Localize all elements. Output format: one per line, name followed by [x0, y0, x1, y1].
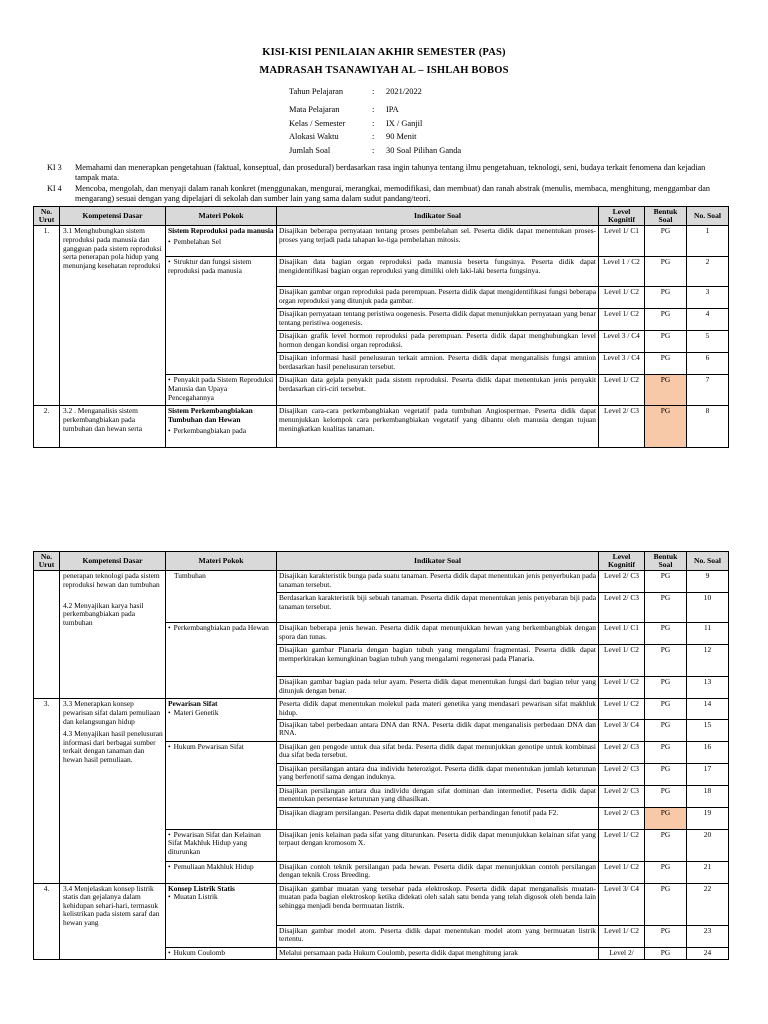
indicator: Peserta didik dapat menentukan molekul pada materi genetika yang mendasari pewarisan sifat makhluk hidup. [277, 699, 599, 719]
form: PG [645, 331, 687, 353]
level: Level 2/ C3 [599, 593, 645, 623]
level: Level 1/ C2 [599, 677, 645, 699]
row-no [34, 571, 60, 699]
mp-cell [166, 623, 277, 699]
kd-cell: 3.4 Menjelaskan konsep listrik statis dan gejalanya dalam kehidupan sehari-hari, termasuk kelistrikan pada sistem saraf dan hewan yang [60, 883, 166, 959]
form: PG [645, 571, 687, 593]
question-no: 12 [687, 645, 729, 677]
form: PG [645, 741, 687, 763]
indicator: Disajikan gambar muatan yang tersebar pada elektroskop. Peserta didik dapat menganalisis muatan-muatan pada bagian elektroskop ketika didekati oleh salah satu benda yang telah digosok oleh benda lain sehingga menjadi benda bermuatan listrik. [277, 883, 599, 925]
form: PG [645, 785, 687, 807]
row-no: 3. [34, 699, 60, 883]
level: Level 2/ [599, 947, 645, 959]
form: PG [645, 719, 687, 741]
table-row [34, 699, 729, 719]
mp-cell [166, 947, 277, 959]
indicator: Disajikan cara-cara perkembangbiakan vegetatif pada tumbuhan Angiospermae. Peserta didik dapat menunjukkan kelompok cara perkembangbiakan vegetatif yang dibantu oleh manusia dengan tujuan meningkatkan kualitas tanaman. [277, 406, 599, 448]
level: Level 1/ C2 [599, 645, 645, 677]
form: PG [645, 593, 687, 623]
col-ind: Indikator Soal [277, 552, 599, 571]
kd-text: 4.3 Menyajikan hasil penelusuran informasi dari berbagai sumber terkait dengan tanaman dan hewan hasil pemuliaan. [63, 729, 163, 764]
level: Level 1/ C2 [599, 375, 645, 406]
col-mp: Materi Pokok [166, 207, 277, 226]
form: PG [645, 699, 687, 719]
level: Level 1 / C2 [599, 257, 645, 287]
meta-key: Alokasi Waktu [289, 132, 339, 142]
question-no: 10 [687, 593, 729, 623]
mp-item: • Struktur dan fungsi sistem reproduksi pada manusia [168, 257, 251, 275]
mp-item: • Materi Genetik [168, 709, 274, 718]
indicator: Disajikan gen pengode untuk dua sifat beda. Peserta didik dapat menunjukkan genotipe untuk kombinasi dua sifat beda tersebut. [277, 741, 599, 763]
level: Level 1/ C2 [599, 861, 645, 883]
mp-cell [166, 375, 277, 406]
question-no: 9 [687, 571, 729, 593]
indicator: Disajikan persilangan antara dua individu heterozigot. Peserta didik dapat menentukan jumlah keturunan yang berfenotif sama dengan induknya. [277, 763, 599, 785]
ki4-text: Mencoba, mengolah, dan menyaji dalam ranah konkret (menggunakan, mengurai, merangkai, memodifikasi, dan membuat) dan ranah abstrak (menulis, membaca, menghitung, menggambar dan mengarang) sesuai dengan yang dipelajari di sekolah dan sumber lain yang sama dalam sudut pandang/teori. [75, 184, 711, 203]
col-bs: Bentuk Soal [645, 552, 687, 571]
mp-cell [166, 861, 277, 883]
form: PG [645, 226, 687, 257]
row-no: 2. [34, 406, 60, 448]
indicator: Disajikan contoh teknik persilangan pada hewan. Peserta didik dapat menunjukkan contoh persilangan dengan teknik Cross Breeding. [277, 861, 599, 883]
indicator: Disajikan jenis kelainan pada sifat yang diturunkan. Peserta didik dapat menunjukkan kelainan sifat yang terpaut dengan kromosom X. [277, 829, 599, 861]
meta-row [289, 144, 461, 157]
table-row [34, 883, 729, 925]
row-no: 1. [34, 226, 60, 406]
mp-item: • Pemuliaan Makhluk Hidup [168, 862, 254, 871]
form: PG [645, 807, 687, 829]
form: PG [645, 677, 687, 699]
meta-value: 30 Soal Pilihan Ganda [386, 145, 462, 155]
level: Level 1/ C2 [599, 699, 645, 719]
level: Level 1/ C2 [599, 287, 645, 309]
form: PG [645, 406, 687, 448]
meta-value: IPA [386, 105, 399, 115]
meta-colon: : [372, 145, 375, 155]
meta-row [289, 130, 461, 143]
kd-cell: 3.1 Menghubungkan sistem reproduksi pada manusia dan gangguan pada sistem reproduksi serta penerapan pola hidup yang menunjang kesehatan reproduksi [60, 226, 166, 406]
table-row [34, 571, 729, 593]
level: Level 1/ C2 [599, 309, 645, 331]
question-no: 7 [687, 375, 729, 406]
question-no: 3 [687, 287, 729, 309]
ki4 [47, 184, 727, 203]
meta-colon: : [372, 118, 375, 128]
question-no: 18 [687, 785, 729, 807]
indicator: Disajikan gambar bagian pada telur ayam. Peserta didik dapat menentukan fungsi dari bagian telur yang ditunjuk dengan benar. [277, 677, 599, 699]
col-ns: No. Soal [687, 207, 729, 226]
mp-item: Tumbuhan [174, 571, 206, 581]
meta-value: 2021/2022 [386, 87, 422, 96]
indicator: Disajikan tabel perbedaan antara DNA dan RNA. Peserta didik dapat menganalisis perbedaan DNA dan RNA. [277, 719, 599, 741]
indicator: Disajikan karakteristik bunga pada suatu tanaman. Peserta didik dapat menentukan jenis penyerbukan pada tanaman tersebut. [277, 571, 599, 593]
table-header-row [34, 552, 729, 571]
mp-item: • Perkembangbiakan pada [168, 427, 274, 436]
form: PG [645, 645, 687, 677]
col-kd: Kompetensi Dasar [60, 552, 166, 571]
ki3-text: Memahami dan menerapkan pengetahuan (faktual, konseptual, dan prosedural) berdasarkan rasa ingin tahunya tentang ilmu pengetahuan, teknologi, seni, budaya terkait fenomena dan kejadian tampak mata. [75, 163, 706, 182]
kd-text: penerapan teknologi pada sistem reproduksi hewan dan tumbuhan [63, 571, 160, 589]
mp-cell [166, 741, 277, 829]
level: Level 3/ C4 [599, 719, 645, 741]
level: Level 2/ C3 [599, 571, 645, 593]
col-no: No. Urut [34, 207, 60, 226]
question-no: 21 [687, 861, 729, 883]
indicator: Disajikan diagram persilangan. Peserta didik dapat menentukan perbandingan fenotif pada F2. [277, 807, 599, 829]
col-bs: Bentuk Soal [645, 207, 687, 226]
meta-value: IX / Ganjil [386, 118, 423, 128]
level: Level 1/ C1 [599, 226, 645, 257]
meta-key: Jumlah Soal [289, 145, 331, 155]
indicator: Disajikan informasi hasil penelusuran terkait amnion. Peserta didik dapat menganalisis fungsi amnion berdasarkan hasil penelusuran tersebut. [277, 353, 599, 375]
mp-cell [166, 883, 277, 947]
level: Level 3 / C4 [599, 331, 645, 353]
meta-row [289, 85, 461, 98]
meta-colon: : [372, 87, 375, 96]
indicator: Disajikan data gejala penyakit pada sistem reproduksi. Peserta didik dapat menentukan jenis penyakit berdasarkan ciri-ciri tersebut. [277, 375, 599, 406]
question-no: 15 [687, 719, 729, 741]
form: PG [645, 925, 687, 947]
form: PG [645, 287, 687, 309]
indicator: Disajikan persilangan antara dua individu dengan sifat dominan dan intermediet. Peserta didik dapat menentukan persentase keturunan yang dihasilkan. [277, 785, 599, 807]
col-ind: Indikator Soal [277, 207, 599, 226]
kd-cell: 3.2 . Menganalisis sistem perkembangbiakan pada tumbuhan dan hewan serta [60, 406, 166, 448]
grid-table-1 [33, 206, 729, 448]
mp-item: • Penyakit pada Sistem Reproduksi Manusia dan Upaya Pencegahannya [168, 375, 273, 401]
mp-cell [166, 571, 277, 623]
level: Level 1/ C2 [599, 925, 645, 947]
mp-item: • Hukum Pewarisan Sifat [168, 742, 244, 751]
ki4-label: KI 4 [47, 184, 62, 193]
mp-item: • Hukum Coulomb [168, 948, 225, 957]
mp-cell [166, 406, 277, 448]
question-no: 16 [687, 741, 729, 763]
level: Level 2/ C3 [599, 406, 645, 448]
indicator: Disajikan data bagian organ reproduksi pada manusia beserta fungsinya. Peserta didik dapat mengidentifikasi bagian organ reproduksi yang dimiliki oleh laki-laki beserta fungsinya. [277, 257, 599, 287]
row-no: 4. [34, 883, 60, 959]
question-no: 22 [687, 883, 729, 925]
form: PG [645, 623, 687, 645]
mp-cell [166, 257, 277, 375]
table-row [34, 406, 729, 448]
question-no: 19 [687, 807, 729, 829]
form: PG [645, 763, 687, 785]
mp-item: • Muatan Listrik [168, 893, 274, 902]
meta-colon: : [372, 105, 375, 115]
indicator: Disajikan gambar organ reproduksi pada perempuan. Peserta didik dapat mengidentifikasi fungsi beberapa organ reproduksi yang ditunjuk pada gambar. [277, 287, 599, 309]
question-no: 5 [687, 331, 729, 353]
question-no: 17 [687, 763, 729, 785]
meta-row [289, 117, 461, 130]
level: Level 2/ C3 [599, 741, 645, 763]
level: Level 1/ C2 [599, 829, 645, 861]
mp-cell [166, 226, 277, 257]
col-mp: Materi Pokok [166, 552, 277, 571]
col-kd: Kompetensi Dasar [60, 207, 166, 226]
col-lv: Level Kognitif [599, 552, 645, 571]
exam-meta [289, 85, 461, 157]
mp-heading: Sistem Reproduksi pada manusia [168, 226, 274, 236]
table-row [34, 226, 729, 257]
level: Level 2/ C3 [599, 763, 645, 785]
question-no: 1 [687, 226, 729, 257]
meta-key: Tahun Pelajaran [289, 87, 344, 96]
form: PG [645, 947, 687, 959]
mp-heading: Konsep Listrik Statis [168, 883, 235, 893]
kd-text: 4.2 Menyajikan karya hasil perkembangbiakan pada tumbuhan [63, 600, 144, 627]
col-ns: No. Soal [687, 552, 729, 571]
level: Level 1/ C1 [599, 623, 645, 645]
mp-item: • Perkembangbiakan pada Hewan [168, 623, 269, 632]
ki3-label: KI 3 [47, 163, 62, 172]
form: PG [645, 309, 687, 331]
grid-table-2 [33, 551, 729, 960]
mp-heading: Pewarisan Sifat [168, 699, 218, 709]
mp-heading: Sistem Perkembangbiakan Tumbuhan dan Hewan [168, 406, 253, 424]
kd-cell [60, 699, 166, 883]
ki3 [47, 163, 727, 182]
mp-cell [166, 699, 277, 741]
indicator: Disajikan pernyataan tentang peristiwa oogenesis. Peserta didik dapat menunjukkan pernyataan yang benar tentang peristiwa oogenesis. [277, 309, 599, 331]
form: PG [645, 257, 687, 287]
indicator: Disajikan gambar model atom. Peserta didik dapat menentukan model atom yang bermuatan listrik tertentu. [277, 925, 599, 947]
mp-item: • Pewarisan Sifat dan Kelainan Sifat Makhluk Hidup yang diturunkan [168, 830, 261, 856]
form: PG [645, 353, 687, 375]
meta-colon: : [372, 132, 375, 142]
document-title: KISI-KISI PENILAIAN AKHIR SEMESTER (PAS) [262, 47, 506, 58]
question-no: 6 [687, 353, 729, 375]
meta-value: 90 Menit [386, 132, 417, 142]
meta-key: Kelas / Semester [289, 118, 346, 128]
question-no: 14 [687, 699, 729, 719]
table-header-row [34, 207, 729, 226]
question-no: 24 [687, 947, 729, 959]
indicator: Disajikan beberapa pernyataan tentang proses pembelahan sel. Peserta didik dapat menentukan proses-proses yang terjadi pada tahapan ke-tiga pembelahan mitosis. [277, 226, 599, 257]
question-no: 8 [687, 406, 729, 448]
mp-item: • Pembelahan Sel [168, 238, 274, 247]
form: PG [645, 861, 687, 883]
question-no: 20 [687, 829, 729, 861]
col-no: No. Urut [34, 552, 60, 571]
level: Level 3 / C4 [599, 353, 645, 375]
kd-text: 3.3 Menerapkan konsep pewarisan sifat dalam pemuliaan dan kelangsungan hidup [63, 699, 161, 726]
indicator: Disajikan gambar Planaria dengan bagian tubuh yang mengalami fragmentasi. Peserta didik dapat memperkirakan kemungkinan bagian tubuh yang mengalami regenerasi pada Planaria. [277, 645, 599, 677]
question-no: 11 [687, 623, 729, 645]
question-no: 2 [687, 257, 729, 287]
indicator: Disajikan beberapa jenis hewan. Peserta didik dapat menunjukkan hewan yang berkembangbiak dengan spora dan tunas. [277, 623, 599, 645]
mp-cell [166, 829, 277, 861]
question-no: 4 [687, 309, 729, 331]
level: Level 2/ C3 [599, 807, 645, 829]
meta-key: Mata Pelajaran [289, 105, 340, 115]
indicator: Berdasarkan karakteristik biji sebuah tanaman. Peserta didik dapat menentukan jenis penyebaran biji pada tanaman tersebut. [277, 593, 599, 623]
level: Level 3/ C4 [599, 883, 645, 925]
kd-cell [60, 571, 166, 699]
level: Level 2/ C3 [599, 785, 645, 807]
indicator: Melalui persamaan pada Hukum Coulomb, peserta didik dapat menghitung jarak [277, 947, 599, 959]
col-lv: Level Kognitif [599, 207, 645, 226]
form: PG [645, 829, 687, 861]
question-no: 23 [687, 925, 729, 947]
form: PG [645, 375, 687, 406]
indicator: Disajikan grafik level hormon reproduksi pada perempuan. Peserta didik dapat menghubungkan level hormon dengan kondisi organ reproduksi. [277, 331, 599, 353]
form: PG [645, 883, 687, 925]
question-no: 13 [687, 677, 729, 699]
meta-row [289, 103, 461, 116]
school-name: MADRASAH TSANAWIYAH AL – ISHLAH BOBOS [259, 65, 509, 76]
